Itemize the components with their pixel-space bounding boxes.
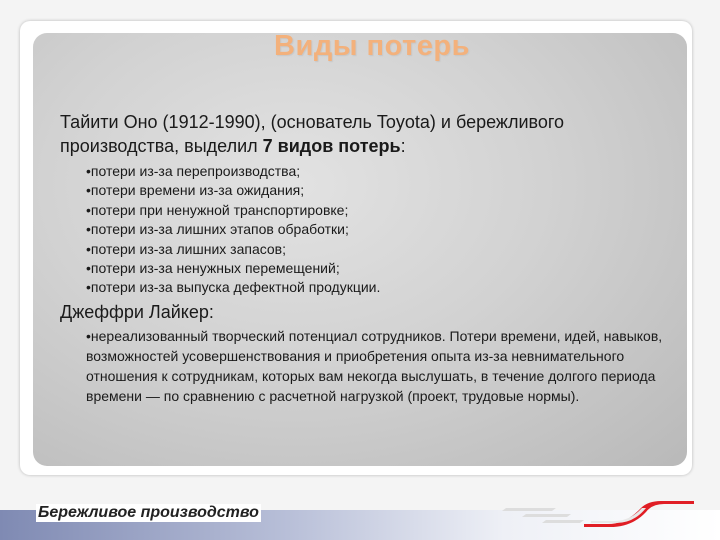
list-item: •потери из-за перепроизводства;	[86, 163, 301, 179]
list-item: •потери из-за лишних этапов обработки;	[86, 221, 349, 238]
liker-paragraph: •нереализованный творческий потенциал сотрудников. Потери времени, идей, навыков, возможностей усовершенствования и приобретения опыта из-за невнимательного отношения к сотрудникам, которых вам некогда выслушать, в течение долгого периода времени — по сравнению с расчетной нагрузкой (проект, трудовые нормы).	[86, 327, 663, 404]
intro-line-1: Тайити Оно (1912-1990), (основатель Toyota) и бережливого	[60, 112, 565, 132]
list-item: •потери времени из-за ожидания;	[86, 182, 305, 199]
liker-heading: Джеффри Лайкер:	[60, 301, 214, 322]
list-item: •потери при ненужной транспортировке;	[86, 201, 349, 218]
slide-title: Виды потерь	[274, 30, 470, 62]
intro-paragraph	[60, 110, 670, 158]
ohno-loss-list	[86, 162, 670, 298]
intro-line-2-suffix: :	[400, 136, 406, 156]
train-logo-icon	[496, 494, 696, 530]
list-item: •потери из-за выпуска дефектной продукции.	[86, 279, 381, 296]
slide-content	[60, 110, 670, 406]
footer-caption: Бережливое производство	[38, 504, 259, 521]
intro-line-2-prefix: производства, выделил	[60, 136, 263, 156]
intro-bold-count: 7 видов потерь	[262, 136, 401, 156]
list-item: •потери из-за ненужных перемещений;	[86, 260, 340, 277]
list-item: •потери из-за лишних запасов;	[86, 240, 286, 257]
